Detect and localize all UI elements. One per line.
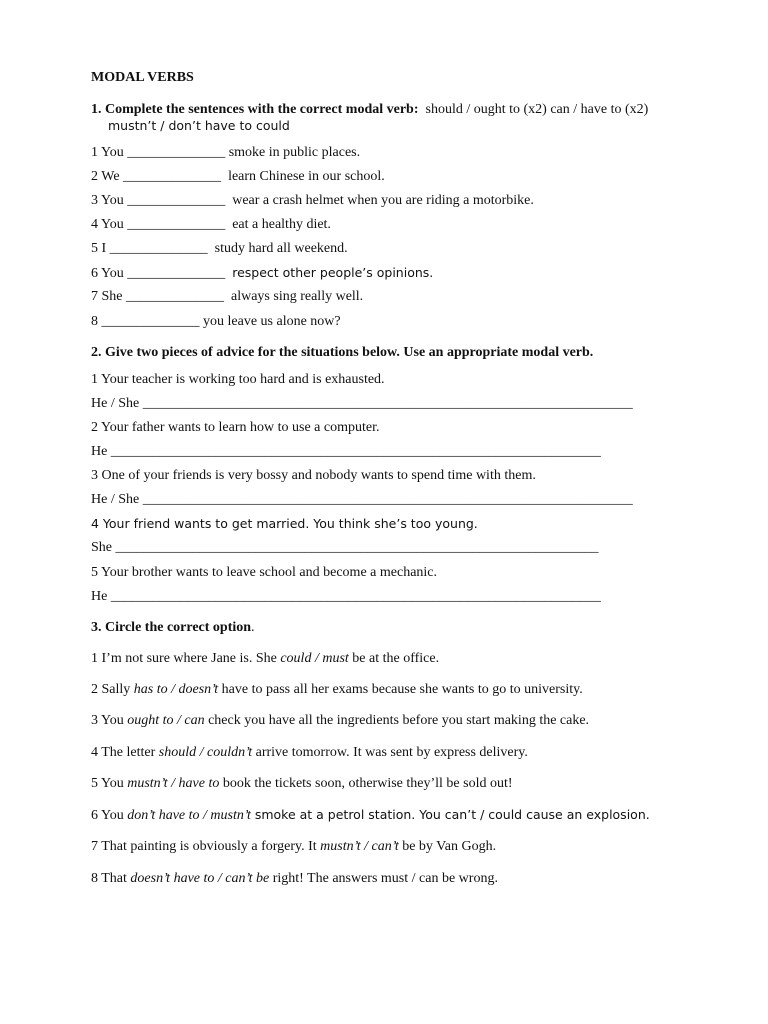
ex1-item-7 [91, 289, 363, 305]
ex2-situation-4 [91, 516, 478, 533]
ex1-item-5-text: study hard all weekend. [214, 241, 348, 256]
ex1-item-6-blank: 6 You ______________ [91, 266, 233, 281]
ex2-answer-2: He ______________________________________________________________________ [91, 444, 601, 459]
ex1-item-4-blank: 4 You ______________ [91, 217, 233, 232]
ex3-item-5-pre: 5 You [91, 776, 128, 791]
exercise-1-options: should / ought to (x2) can / have to (x2) [418, 102, 649, 117]
ex2-situation-2: 2 Your father wants to learn how to use a computer. [91, 420, 380, 435]
ex3-item-3-post: check you have all the ingredients before you start making the cake. [204, 713, 590, 728]
ex3-item-5-option: mustn’t / have to [127, 776, 220, 791]
ex1-item-1-blank: 1 You ______________ [91, 145, 229, 160]
ex3-item-1-pre: 1 I’m not sure where Jane is. She [91, 651, 281, 666]
ex3-item-8 [91, 871, 498, 887]
ex3-item-6 [91, 807, 650, 824]
ex2-situation-3: 3 One of your friends is very bossy and nobody wants to spend time with them. [91, 468, 536, 483]
ex1-item-6-text: respect other people’s opinions. [232, 265, 434, 280]
ex1-item-1-text: smoke in public places. [228, 145, 361, 160]
ex2-situation-1: 1 Your teacher is working too hard and is exhausted. [91, 372, 385, 387]
ex3-item-7-option: mustn’t / can’t [320, 839, 399, 854]
exercise-3-heading-period: . [251, 620, 255, 635]
ex3-item-4-post: arrive tomorrow. It was sent by express delivery. [252, 745, 528, 760]
exercise-3-heading-line [91, 620, 255, 636]
ex3-item-1-post: be at the office. [348, 651, 440, 666]
exercise-1-heading-line [91, 102, 648, 118]
ex3-item-2-post: have to pass all her exams because she wants to go to university. [218, 682, 583, 697]
ex3-item-6-option: don’t have to / mustn’t [127, 808, 251, 823]
ex3-item-2-option: has to / doesn’t [133, 682, 219, 697]
ex2-answer-5: He ______________________________________________________________________ [91, 589, 601, 604]
ex3-item-2 [91, 682, 583, 698]
ex3-item-4-pre: 4 The letter [91, 745, 159, 760]
ex1-item-6 [91, 265, 433, 282]
ex3-item-2-pre: 2 Sally [91, 682, 134, 697]
ex1-item-2 [91, 169, 385, 185]
ex3-item-7-pre: 7 That painting is obviously a forgery. It [91, 839, 321, 854]
ex3-item-1-option: could / must [280, 651, 349, 666]
ex3-item-6-post: smoke at a petrol station. You can’t / could cause an explosion. [250, 807, 650, 822]
ex2-answer-1: He / She ______________________________________________________________________ [91, 396, 633, 411]
ex2-situation-4-text: 4 Your friend wants to get married. You think she’s too young. [91, 516, 478, 531]
ex3-item-3-pre: 3 You [91, 713, 128, 728]
ex3-item-4-option: should / couldn’t [158, 745, 253, 760]
ex3-item-8-option: doesn’t have to / can’t be [130, 871, 270, 886]
ex3-item-8-post: right! The answers must / can be wrong. [269, 871, 498, 886]
ex2-situation-5: 5 Your brother wants to leave school and become a mechanic. [91, 565, 438, 580]
ex1-item-8-text: you leave us alone now? [203, 314, 341, 329]
exercise-1-heading: 1. Complete the sentences with the correct modal verb: [91, 102, 419, 117]
ex3-item-5-post: book the tickets soon, otherwise they’ll be sold out! [219, 776, 513, 791]
exercise-2-heading: 2. Give two pieces of advice for the situations below. Use an appropriate modal verb. [91, 345, 594, 360]
ex1-item-3-text: wear a crash helmet when you are riding a motorbike. [232, 193, 534, 208]
ex3-item-3 [91, 713, 589, 729]
ex1-item-7-text: always sing really well. [231, 289, 364, 304]
ex1-item-5-blank: 5 I ______________ [91, 241, 215, 256]
ex1-item-8 [91, 314, 341, 330]
exercise-3-heading: 3. Circle the correct option [91, 620, 252, 635]
ex1-item-8-blank: 8 ______________ [91, 314, 203, 329]
ex1-item-1 [91, 145, 360, 161]
ex1-item-3-blank: 3 You ______________ [91, 193, 233, 208]
ex3-item-5 [91, 776, 513, 792]
ex1-item-4 [91, 217, 331, 233]
ex2-answer-4: She _____________________________________________________________________ [91, 540, 599, 555]
ex1-item-3 [91, 193, 534, 209]
ex3-item-3-option: ought to / can [127, 713, 205, 728]
ex3-item-6-pre: 6 You [91, 808, 128, 823]
ex1-item-5 [91, 241, 348, 257]
ex1-item-4-text: eat a healthy diet. [232, 217, 331, 232]
ex1-item-2-text: learn Chinese in our school. [228, 169, 385, 184]
ex3-item-4 [91, 745, 528, 761]
page-title: MODAL VERBS [91, 70, 194, 85]
ex3-item-8-pre: 8 That [91, 871, 131, 886]
ex1-item-7-blank: 7 She ______________ [91, 289, 231, 304]
ex3-item-7-post: be by Van Gogh. [398, 839, 497, 854]
ex1-item-2-blank: 2 We ______________ [91, 169, 229, 184]
ex3-item-7 [91, 839, 496, 855]
ex3-item-1 [91, 651, 439, 667]
exercise-1-options-2: mustn’t / don’t have to could [108, 118, 290, 133]
ex2-answer-3: He / She ______________________________________________________________________ [91, 492, 633, 507]
